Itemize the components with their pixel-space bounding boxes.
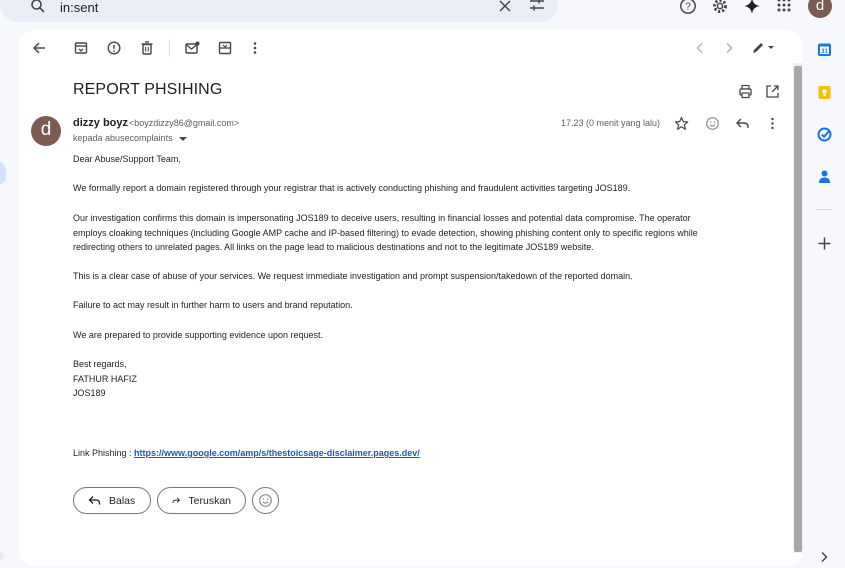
email-paragraph-3: This is a clear case of abuse of your services. We request immediate investigation and prompt suspension/takedown of the reported domain. xyxy=(73,271,633,281)
email-paragraph-2-line-1: Our investigation confirms this domain is impersonating JOS189 to deceive users, resulting in financial losses and potential data compromise. The operator xyxy=(73,213,691,223)
search-options-icon[interactable] xyxy=(528,0,546,13)
email-paragraph-4: Failure to act may result in further harm to users and brand reputation. xyxy=(73,300,353,310)
delete-trash-icon[interactable] xyxy=(139,40,155,56)
star-icon[interactable] xyxy=(674,116,689,131)
settings-gear-icon[interactable] xyxy=(711,0,729,15)
toolbar-divider xyxy=(169,39,170,57)
reply-arrow-icon[interactable] xyxy=(735,116,750,131)
account-avatar[interactable]: d xyxy=(808,0,832,18)
reply-icon xyxy=(88,494,101,507)
expand-side-panel-chevron-icon[interactable] xyxy=(818,550,830,564)
phishing-link[interactable]: https://www.google.com/amp/s/thestoicsage-disclaimer.pages.dev/ xyxy=(134,448,420,458)
svg-text:?: ? xyxy=(685,1,691,13)
sender-name[interactable]: dizzy boyz xyxy=(73,117,129,129)
emoji-icon xyxy=(258,493,273,508)
report-spam-icon[interactable] xyxy=(106,40,122,56)
forward-icon xyxy=(172,494,180,507)
add-reaction-emoji-icon[interactable] xyxy=(705,116,720,131)
keep-notes-icon[interactable] xyxy=(817,85,832,100)
search-input[interactable]: in:sent xyxy=(60,0,99,15)
email-paragraph-2-line-3: redirecting others to unrelated pages. All links on the page lead to malicious destinations and not to the legitimate JOS189 website. xyxy=(73,242,594,252)
nav-highlight xyxy=(0,161,6,185)
sender-avatar[interactable]: d xyxy=(31,116,61,146)
forward-button[interactable] xyxy=(157,487,246,514)
add-addon-plus-icon[interactable] xyxy=(817,236,832,251)
recipient-label: kepada abusecomplaints xyxy=(73,133,173,143)
contacts-icon[interactable] xyxy=(817,169,832,184)
recipient-dropdown-icon[interactable] xyxy=(179,136,187,142)
email-signature xyxy=(73,357,763,401)
phishing-link-line xyxy=(73,446,763,461)
help-icon[interactable] xyxy=(679,0,697,15)
input-tools-pen-icon[interactable] xyxy=(750,40,776,56)
sender-email: <boyzdizzy86@gmail.com> xyxy=(129,118,240,128)
email-greeting: Dear Abuse/Support Team, xyxy=(73,154,181,164)
recipient-details[interactable] xyxy=(73,133,187,143)
emoji-reaction-button[interactable] xyxy=(252,487,279,514)
email-paragraph-2-line-2: employs cloaking techniques (including Google AMP cache and IP-based filtering) to evade detection, showing phishing content only to specific regions while xyxy=(73,227,698,238)
signature-closing: Best regards, xyxy=(73,359,127,369)
snooze-icon[interactable] xyxy=(217,40,233,56)
search-icon[interactable] xyxy=(30,0,46,14)
prev-email-chevron-icon[interactable] xyxy=(692,40,708,56)
archive-icon[interactable] xyxy=(73,40,89,56)
email-paragraph-2 xyxy=(73,211,763,255)
scrollbar-thumb[interactable] xyxy=(794,66,802,552)
email-paragraph-5: We are prepared to provide supporting evidence upon request. xyxy=(73,330,323,340)
more-options-icon[interactable] xyxy=(247,40,263,56)
print-icon[interactable] xyxy=(738,84,753,99)
back-arrow-icon[interactable] xyxy=(31,40,47,56)
nav-edge xyxy=(0,552,4,560)
phishing-link-label: Link Phishing : xyxy=(73,448,135,458)
reply-button[interactable] xyxy=(73,487,151,514)
reply-label: Balas xyxy=(109,494,136,507)
calendar-icon[interactable] xyxy=(817,42,832,57)
mark-unread-icon[interactable] xyxy=(184,40,200,56)
signature-name: FATHUR HAFIZ xyxy=(73,373,137,384)
email-subject: REPORT PHSIHING xyxy=(73,81,223,98)
open-new-window-icon[interactable] xyxy=(765,84,780,99)
svg-text:31: 31 xyxy=(821,48,828,55)
apps-grid-icon[interactable] xyxy=(776,0,792,13)
side-panel-divider xyxy=(815,209,833,210)
signature-company: JOS189 xyxy=(73,388,106,398)
next-email-chevron-icon[interactable] xyxy=(721,40,737,56)
message-more-options-icon[interactable] xyxy=(765,116,780,131)
forward-label: Teruskan xyxy=(188,494,231,507)
clear-search-icon[interactable] xyxy=(497,0,513,14)
tasks-icon[interactable] xyxy=(817,127,832,142)
email-paragraph-1: We formally report a domain registered through your registrar that is actively conducting phishing and fraudulent activities targeting JOS189. xyxy=(73,183,631,193)
gemini-sparkle-icon[interactable] xyxy=(743,0,761,15)
email-timestamp: 17.23 (0 menit yang lalu) xyxy=(561,118,661,128)
